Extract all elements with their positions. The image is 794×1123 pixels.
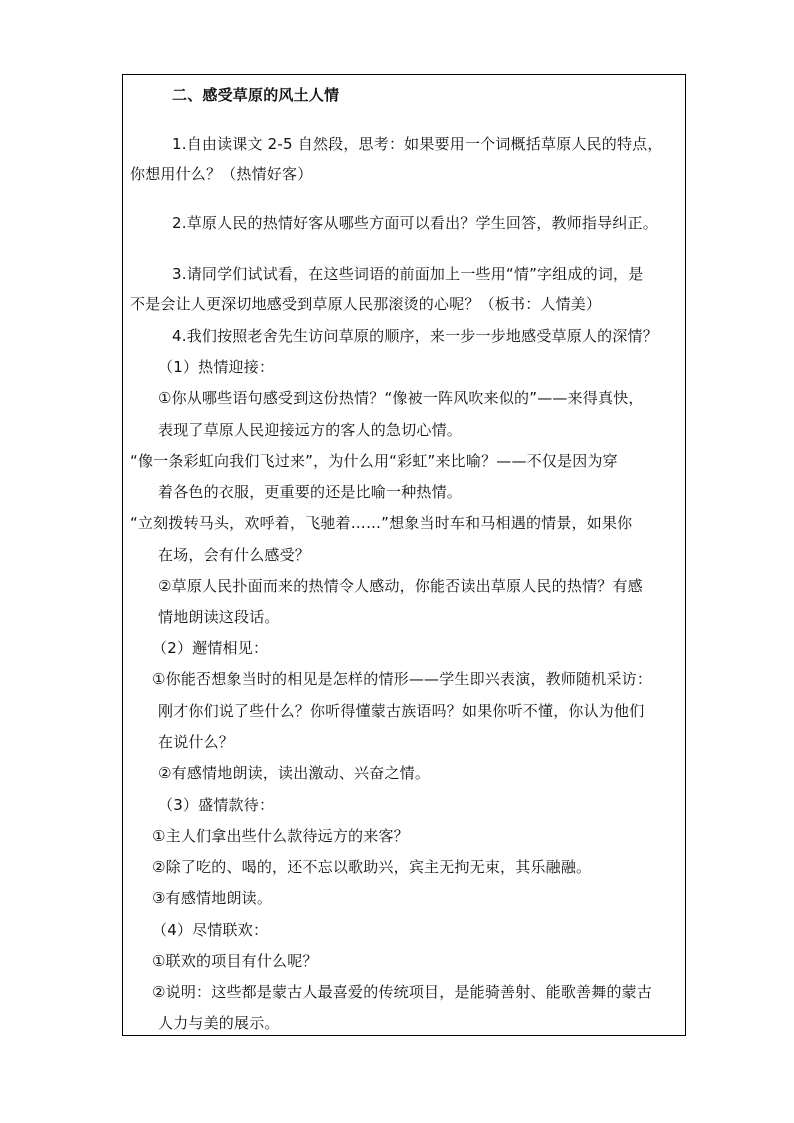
subsection-title: （2）邂情相见： xyxy=(152,639,269,657)
paragraph-line: ②除了吃的、喝的，还不忘以歌助兴，宾主无拘无束，其乐融融。 xyxy=(152,858,592,876)
paragraph-line: 4.我们按照老舍先生访问草原的顺序，来一步一步地感受草原人的深情？ xyxy=(172,327,658,345)
paragraph-line: 1.自由读课文 2-5 自然段，思考：如果要用一个词概括草原人民的特点， xyxy=(172,135,663,153)
paragraph-line: ②草原人民扑面而来的热情令人感动，你能否读出草原人民的热情？有感 xyxy=(158,577,643,595)
paragraph-line: 不是会让人更深切地感受到草原人民那滚烫的心呢？（板书：人情美） xyxy=(130,295,602,313)
paragraph-line: 3.请同学们试试看，在这些词语的前面加上一些用“情”字组成的词，是 xyxy=(172,265,644,283)
paragraph-line: 你想用什么？（热情好客） xyxy=(130,165,313,183)
paragraph-line: 刚才你们说了些什么？你听得懂蒙古族语吗？如果你听不懂，你认为他们 xyxy=(158,702,645,720)
paragraph-line: ①你从哪些语句感受到这份热情？“像被一阵风吹来似的”——来得真快， xyxy=(158,389,644,407)
paragraph-line: 着各色的衣服，更重要的还是比喻一种热情。 xyxy=(158,483,463,501)
subsection-title: （4）尽情联欢： xyxy=(152,921,269,939)
subsection-title: （1）热情迎接： xyxy=(158,358,275,376)
paragraph-line: 在说什么？ xyxy=(158,733,235,751)
paragraph-line: “立刻拨转马头，欢呼着，飞驰着……”想象当时车和马相遇的情景，如果你 xyxy=(130,514,633,532)
subsection-title: （3）盛情款待： xyxy=(158,796,275,814)
paragraph-line: ②有感情地朗读，读出激动、兴奋之情。 xyxy=(158,764,431,782)
paragraph-line: ①联欢的项目有什么呢？ xyxy=(152,952,318,970)
paragraph-line: ①你能否想象当时的相见是怎样的情形——学生即兴表演，教师随机采访： xyxy=(152,670,653,688)
paragraph-line: ②说明：这些都是蒙古人最喜爱的传统项目，是能骑善射、能歌善舞的蒙古 xyxy=(152,983,653,1001)
paragraph-line: 人力与美的展示。 xyxy=(158,1014,280,1032)
section-heading: 二、感受草原的风土人情 xyxy=(172,86,340,104)
paragraph-line: ③有感情地朗读。 xyxy=(152,889,273,907)
paragraph-line: 在场，会有什么感受？ xyxy=(158,546,311,564)
paragraph-line: ①主人们拿出些什么款待远方的来客？ xyxy=(152,827,409,845)
paragraph-line: 2.草原人民的热情好客从哪些方面可以看出？学生回答，教师指导纠正。 xyxy=(172,214,658,232)
paragraph-line: “像一条彩虹向我们飞过来”，为什么用“彩虹”来比喻？——不仅是因为穿 xyxy=(130,452,618,470)
paragraph-line: 情地朗读这段话。 xyxy=(158,608,280,626)
paragraph-line: 表现了草原人民迎接远方的客人的急切心情。 xyxy=(158,421,463,439)
